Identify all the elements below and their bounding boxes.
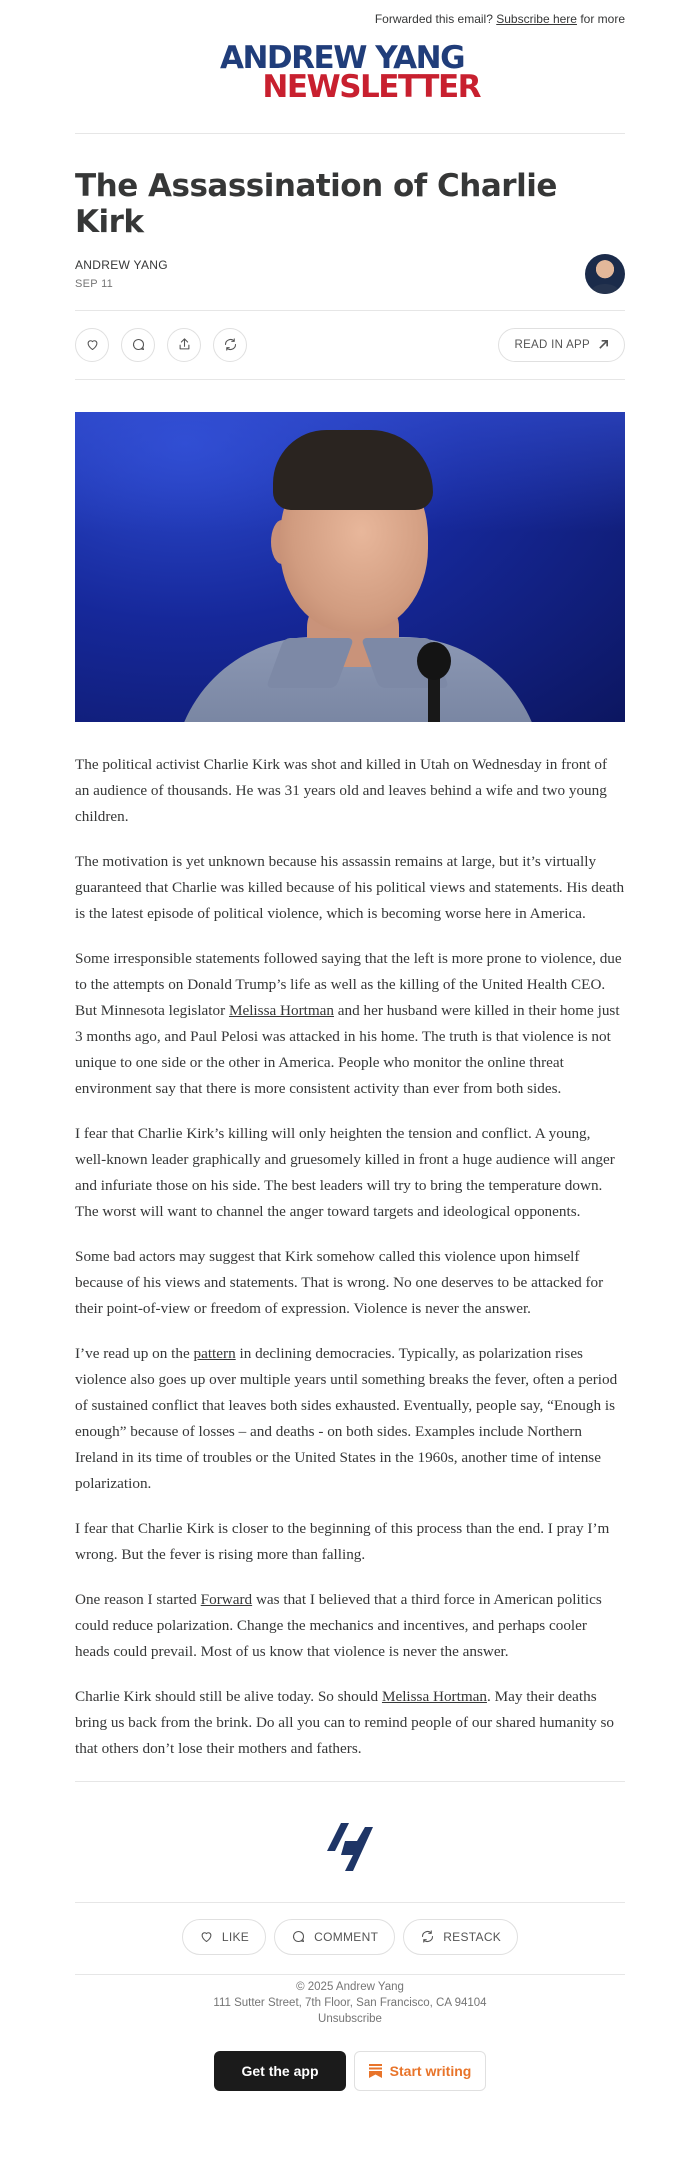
arrow-up-right-icon [598,339,609,350]
footer-like-button[interactable] [182,1919,266,1955]
logo-line-1: ANDREW YANG [220,40,465,76]
share-icon [177,337,192,352]
melissa-hortman-link[interactable]: Melissa Hortman [228,1001,334,1019]
restack-icon [420,1929,435,1944]
comment-button[interactable] [121,328,155,362]
like-label: LIKE [221,1929,250,1944]
cta-row [75,2051,625,2091]
paragraph: I fear that Charlie Kirk is closer to the beginning of this process than the end. I pray I’m wrong. But the fever is rising more than falling. [75,1519,610,1563]
author-name[interactable]: ANDREW YANG [75,257,168,272]
footer-comment-button[interactable] [274,1919,395,1955]
forward-line [75,0,625,28]
paragraph: I fear that Charlie Kirk’s killing will only heighten the tension and conflict. A young, well-known leader graphically and gruesomely killed in front a huge audience will anger and infuriate those on his side. The best leaders will try to bring the temperature down. The worst will want to channel the anger toward targets and ideological opponents. [75,1124,615,1220]
copyright-text: © 2025 Andrew Yang [296,1980,404,1993]
restack-button[interactable] [213,328,247,362]
divider [75,379,625,380]
paragraph: Some bad actors may suggest that Kirk somehow called this violence upon himself because of his views and statements. That is wrong. No one deserves to be attacked for their point-of-view or freedom of expression. Violence is never the answer. [75,1247,604,1317]
heart-icon [85,337,100,352]
subscribe-link[interactable]: Subscribe here [496,12,577,26]
heart-icon [199,1929,214,1944]
comment-icon [291,1929,306,1944]
address-text: 111 Sutter Street, 7th Floor, San Francisco, CA 94104 [213,1996,487,2009]
post-date: SEP 11 [75,277,114,290]
paragraph: The motivation is yet unknown because his assassin remains at large, but it’s virtually guaranteed that Charlie was killed because of his political views and statements. His death is the latest episode of political violence, which is becoming worse here in America. [75,852,625,922]
read-in-app-label: READ IN APP [514,338,590,351]
restack-label: RESTACK [443,1929,502,1944]
newsletter-container [75,0,625,2091]
forward-party-logo[interactable] [75,1782,625,1902]
comment-label: COMMENT [314,1929,379,1944]
paragraph: One reason I started Forward was that I believed that a third force in American politics could reduce polarization. Change the mechanics and incentives, and perhaps cooler heads could prevail. Most of us know that violence is never the answer. [75,1590,602,1660]
forward-suffix: for more [580,12,625,26]
start-writing-label: Start writing [389,2062,472,2079]
footer-actions [75,1903,625,1974]
forward-link[interactable]: Forward [200,1590,253,1608]
melissa-hortman-link[interactable]: Melissa Hortman [381,1687,487,1705]
read-in-app-button[interactable] [498,328,625,362]
logo-line-2: NEWSLETTER [262,69,480,106]
like-button[interactable] [75,328,109,362]
footer-restack-button[interactable] [403,1919,518,1955]
article-body [75,752,625,1762]
author-avatar[interactable] [585,254,625,294]
get-the-app-button[interactable]: Get the app [214,2051,346,2091]
share-button[interactable] [167,328,201,362]
hero-image[interactable] [75,412,625,722]
pattern-link[interactable]: pattern [193,1344,236,1362]
paragraph: Charlie Kirk should still be alive today. So should Melissa Hortman. May their deaths bring us back from the brink. Do all you can to remind people of our shared humanity so that others don’t lose their mothers and fathers. [75,1687,615,1757]
restack-icon [223,337,238,352]
forward-logo-icon [323,1811,377,1873]
paragraph: Some irresponsible statements followed saying that the left is more prone to violence, due to the attempts on Donald Trump’s life as well as the killing of the United Health CEO. But Minnesota legislator Melissa Hortman and her husband were killed in their home just 3 months ago, and Paul Pelosi was attacked in his home. The truth is that violence is not unique to one side or the other in America. People who monitor the online threat environment say that there is more consistent activity than ever from both sides. [75,949,622,1097]
paragraph: The political activist Charlie Kirk was shot and killed in Utah on Wednesday in front of an audience of thousands. He was 31 years old and leaves behind a wife and two young children. [75,755,608,825]
newsletter-logo[interactable] [220,40,480,106]
footer-info [75,1975,625,2027]
comment-icon [131,337,146,352]
paragraph: I’ve read up on the pattern in declining democracies. Typically, as polarization rises violence also goes up over multiple years until something breaks the fever, often a period of sustained conflict that leaves both sides exhausted. Eventually, people say, “Enough is enough” because of losses – and deaths - on both sides. Examples include Northern Ireland in its time of troubles or the United States in the 1960s, another time of intense polarization. [75,1344,618,1492]
start-writing-button[interactable] [354,2051,486,2091]
forward-prefix: Forwarded this email? [374,12,493,26]
substack-icon [369,2064,382,2078]
post-title[interactable]: The Assassination of Charlie Kirk [75,167,557,240]
unsubscribe-link[interactable]: Unsubscribe [318,2012,382,2025]
post-action-bar [75,311,625,379]
